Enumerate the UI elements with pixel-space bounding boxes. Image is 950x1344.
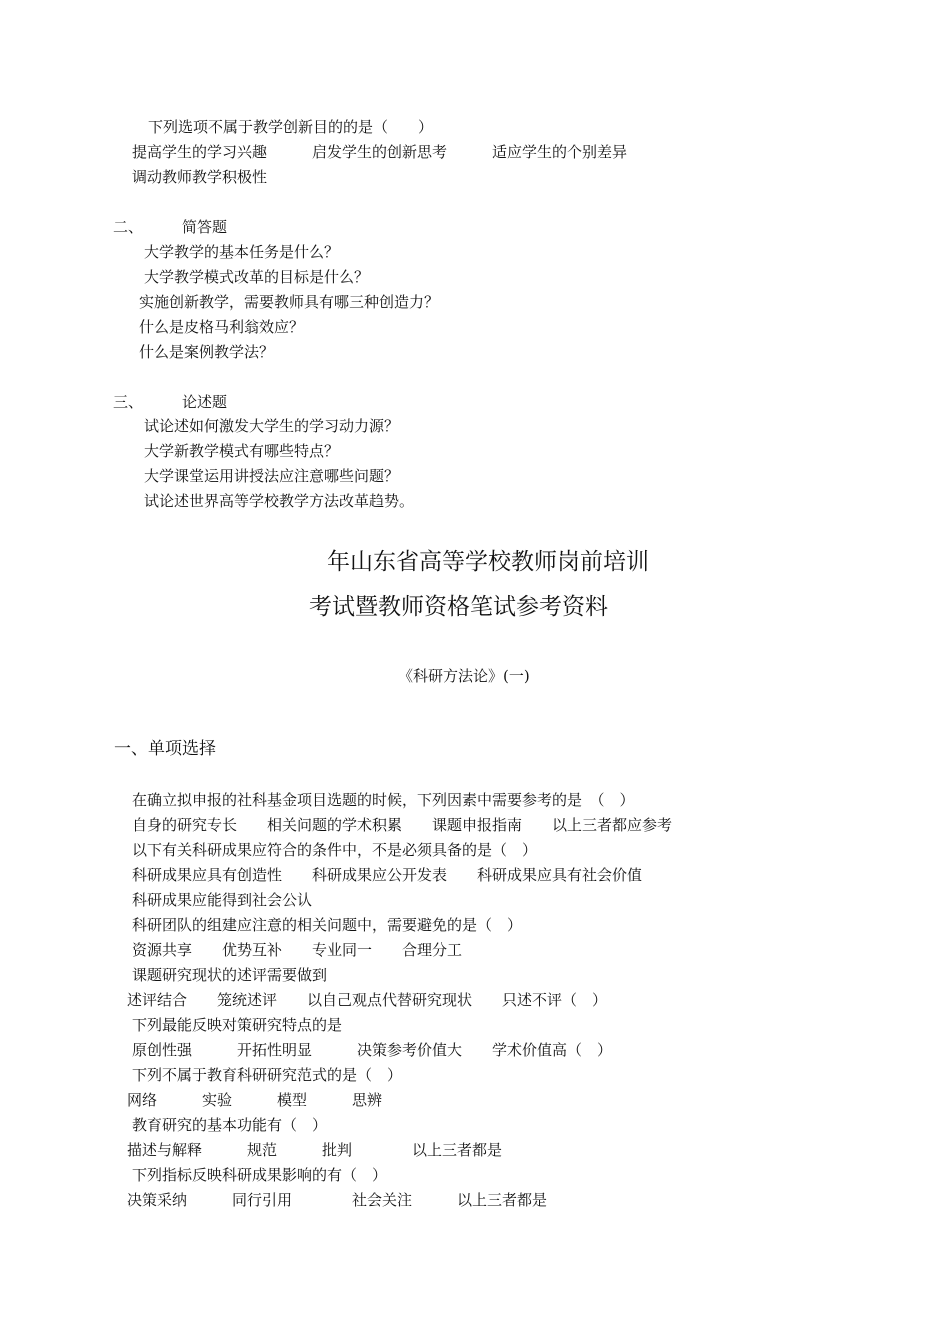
list-item: 网络 实验 模型 思辨 <box>127 1091 383 1109</box>
list-item: 大学课堂运用讲授法应注意哪些问题？ <box>144 467 400 485</box>
list-item: 教育研究的基本功能有（ ） <box>132 1116 328 1134</box>
list-item: 在确立拟申报的社科基金项目选题的时候，下列因素中需要参考的是 （ ） <box>132 791 635 809</box>
list-item: 资源共享 优势互补 专业同一 合理分工 <box>132 941 463 959</box>
section-heading: 简答题 <box>182 218 228 236</box>
doc-title-line1: 年山东省高等学校教师岗前培训 <box>327 549 649 575</box>
list-item: 科研团队的组建应注意的相关问题中，需要避免的是（ ） <box>132 916 523 934</box>
list-item: 试论述如何激发大学生的学习动力源？ <box>144 417 400 435</box>
section-number: 三、 <box>113 393 144 411</box>
list-item: 下列不属于教育科研研究范式的是（ ） <box>132 1066 403 1084</box>
list-item: 大学教学的基本任务是什么？ <box>144 243 340 261</box>
list-item: 描述与解释 规范 批判 以上三者都是 <box>127 1141 503 1159</box>
section-number: 二、 <box>113 218 144 236</box>
list-item: 试论述世界高等学校教学方法改革趋势。 <box>144 492 415 510</box>
part-heading: 一、单项选择 <box>114 739 216 759</box>
list-item: 决策采纳 同行引用 社会关注 以上三者都是 <box>127 1191 548 1209</box>
doc-title-line2: 考试暨教师资格笔试参考资料 <box>309 594 608 620</box>
list-item: 什么是案例教学法？ <box>139 343 275 361</box>
list-item: 原创性强 开拓性明显 决策参考价值大 学术价值高（ ） <box>132 1041 613 1059</box>
list-item: 实施创新教学，需要教师具有哪三种创造力？ <box>139 293 440 311</box>
options-line: 调动教师教学积极性 <box>132 168 268 186</box>
list-item: 科研成果应具有创造性 科研成果应公开发表 科研成果应具有社会价值 <box>132 866 643 884</box>
list-item: 课题研究现状的述评需要做到 <box>132 966 328 984</box>
section-heading: 论述题 <box>182 393 228 411</box>
question-text: 下列选项不属于教学创新目的的是（ ） <box>148 118 434 136</box>
list-item: 以下有关科研成果应符合的条件中，不是必须具备的是（ ） <box>132 841 538 859</box>
list-item: 述评结合 笼统述评 以自己观点代替研究现状 只述不评（ ） <box>127 991 608 1009</box>
list-item: 科研成果应能得到社会公认 <box>132 891 313 909</box>
doc-subtitle: 《科研方法论》(一) <box>398 667 530 685</box>
list-item: 大学新教学模式有哪些特点？ <box>144 442 340 460</box>
list-item: 大学教学模式改革的目标是什么？ <box>144 268 370 286</box>
options-line: 提高学生的学习兴趣 启发学生的创新思考 适应学生的个别差异 <box>132 143 628 161</box>
list-item: 下列最能反映对策研究特点的是 <box>132 1016 343 1034</box>
list-item: 自身的研究专长 相关问题的学术积累 课题申报指南 以上三者都应参考 <box>132 816 673 834</box>
list-item: 下列指标反映科研成果影响的有（ ） <box>132 1166 388 1184</box>
list-item: 什么是皮格马利翁效应？ <box>139 318 305 336</box>
